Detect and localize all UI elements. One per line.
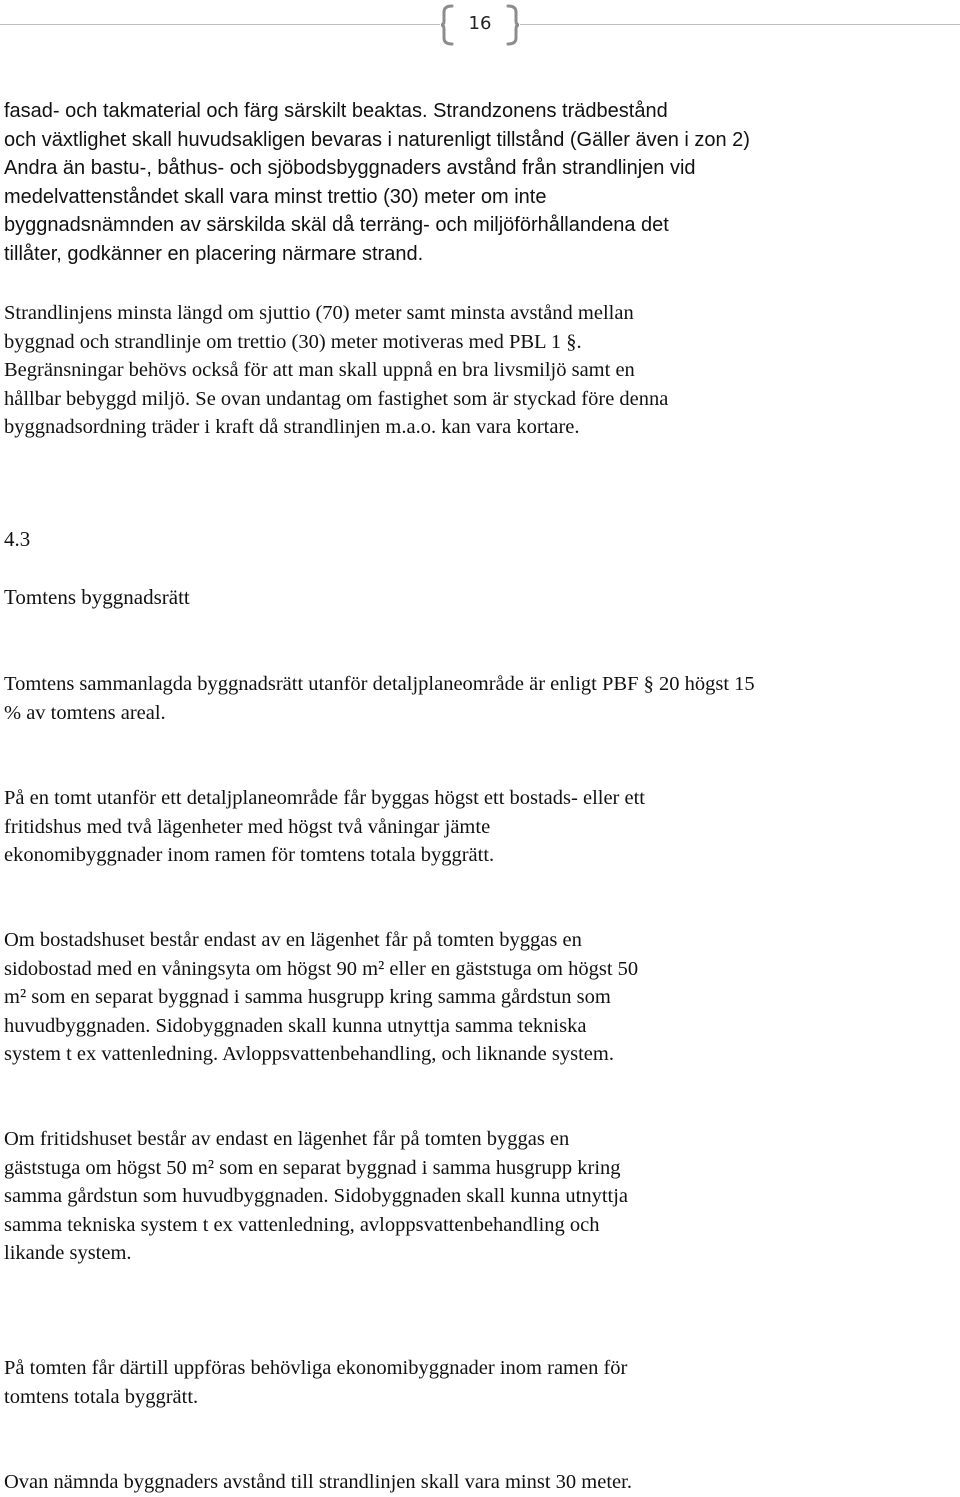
page-number-badge xyxy=(440,4,520,46)
paragraph-residential-limit: På en tomt utanför ett detaljplaneområde får byggas högst ett bostads- eller ett fritidshus med två lägenheter med högst två våningar jämte ekonomibyggnader inom ramen för tomtens totala byggrätt. xyxy=(4,787,645,867)
paragraph-shoreline-justification: Strandlinjens minsta längd om sjuttio (70) meter samt minsta avstånd mellan byggnad och strandlinje om trettio (30) meter motiveras med PBL 1 §. Begränsningar behövs också för att man skall uppnå en bra livsmiljö samt en hållbar bebyggd miljö. Se ovan undantag om fastighet som är styckad före denna byggnadsordning träder i kraft då strandlinjen m.a.o. kan vara kortare. xyxy=(4,302,669,439)
paragraph-shore-zone: fasad- och takmaterial och färg särskilt beaktas. Strandzonens trädbestånd och växtlighet skall huvudsakligen bevaras i naturenligt tillstånd (Gäller även i zon 2) Andra än bastu-, båthus- och sjöbodsbyggnaders avstånd från strandlinjen vid medelvattenståndet skall vara minst trettio (30) meter om inte byggnadsnämnden av särskilda skäl då terräng- och miljöförhållandena det tillåter, godkänner en placering närmare strand. xyxy=(4,100,750,265)
header-rule-left xyxy=(0,24,440,25)
paragraph-building-rights: Tomtens sammanlagda byggnadsrätt utanför detaljplaneområde är enligt PBF § 20 högst 15 % av tomtens areal. xyxy=(4,673,755,724)
paragraph-outbuildings: På tomten får därtill uppföras behövliga ekonomibyggnader inom ramen för tomtens totala byggrätt. xyxy=(4,1357,628,1408)
paragraph-guest-cottage: Om fritidshuset består av endast en lägenhet får på tomten byggas en gäststuga om högst 50 m² som en separat byggnad i samma husgrupp kring samma gårdstun som huvudbyggnaden. Sidobyggnaden skall kunna utnyttja samma tekniska system t ex vattenledning, avloppsvattenbehandling och likande system. xyxy=(4,1128,629,1265)
section-number: 4.3 xyxy=(4,527,31,551)
right-brace-icon xyxy=(506,4,520,46)
paragraph-secondary-dwelling: Om bostadshuset består endast av en lägenhet får på tomten byggas en sidobostad med en våningsyta om högst 90 m² eller en gäststuga om högst 50 m² som en separat byggnad i samma husgrupp kring samma gårdstun som huvudbyggnaden. Sidobyggnaden skall kunna utnyttja samma tekniska system t ex vattenledning. Avloppsvattenbehandling, och liknande system. xyxy=(4,929,639,1066)
section-title: Tomtens byggnadsrätt xyxy=(4,585,190,609)
paragraph-shoreline-distance: Ovan nämnda byggnaders avstånd till strandlinjen skall vara minst 30 meter. xyxy=(4,1471,632,1493)
page-number: 16 xyxy=(468,13,492,34)
header-rule-right xyxy=(520,24,960,25)
